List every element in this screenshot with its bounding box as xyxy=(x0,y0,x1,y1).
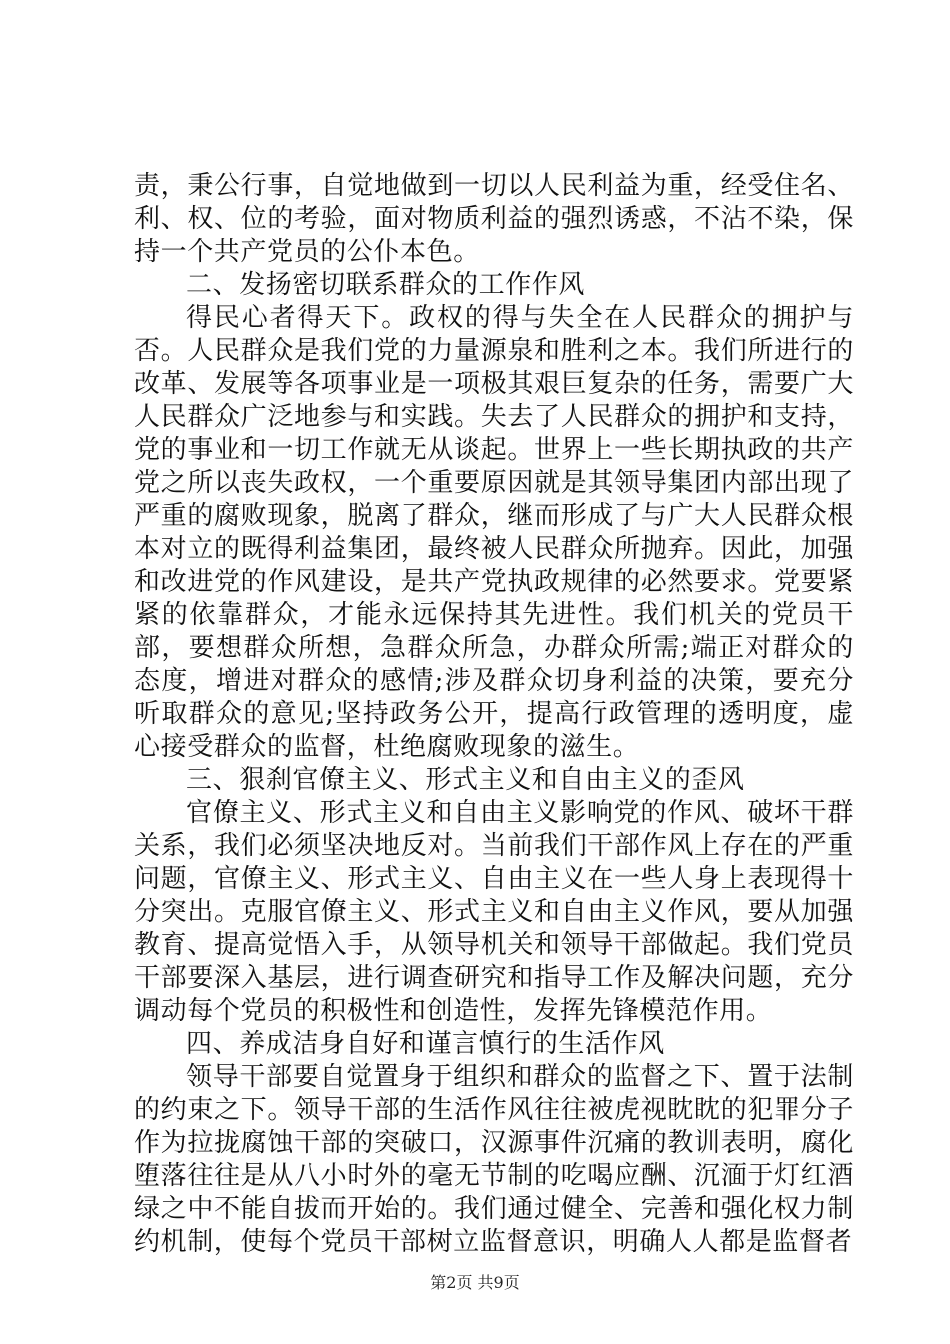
paragraph-section-2: 得民心者得天下。政权的得与失全在人民群众的拥护与否。人民群众是我们党的力量源泉和胜利之本。我们所进行的改革、发展等各项事业是一项极其艰巨复杂的任务，需要广大人民群众广泛地参与和实践。失去了人民群众的拥护和支持，党的事业和一切工作就无从谈起。世界上一些长期执政的共产党之所以丧失政权，一个重要原因就是其领导集团内部出现了严重的腐败现象，脱离了群众，继而形成了与广大人民群众根本对立的既得利益集团，最终被人民群众所抛弃。因此，加强和改进党的作风建设，是共产党执政规律的必然要求。党要紧紧的依靠群众，才能永远保持其先进性。我们机关的党员干部，要想群众所想，急群众所急，办群众所需;端正对群众的态度，增进对群众的感情;涉及群众切身利益的决策，要充分听取群众的意见;坚持政务公开，提高行政管理的透明度，虚心接受群众的监督，杜绝腐败现象的滋生。 xyxy=(134,303,854,762)
page-number-footer: 第2页 共9页 xyxy=(430,1273,520,1292)
paragraph-section-3: 官僚主义、形式主义和自由主义影响党的作风、破坏干群关系，我们必须坚决地反对。当前我们干部作风上存在的严重问题，官僚主义、形式主义、自由主义在一些人身上表现得十分突出。克服官僚主义、形式主义和自由主义作风，要从加强教育、提高觉悟入手，从领导机关和领导干部做起。我们党员干部要深入基层，进行调查研究和指导工作及解决问题，充分调动每个党员的积极性和创造性，发挥先锋模范作用。 xyxy=(134,798,854,1026)
section-heading-4: 四、养成洁身自好和谨言慎行的生活作风 xyxy=(186,1029,665,1059)
section-heading-3: 三、狠刹官僚主义、形式主义和自由主义的歪风 xyxy=(186,765,745,795)
section-heading-2: 二、发扬密切联系群众的工作作风 xyxy=(186,270,586,300)
paragraph-section-4: 领导干部要自觉置身于组织和群众的监督之下、置于法制的约束之下。领导干部的生活作风往往被虎视眈眈的犯罪分子作为拉拢腐蚀干部的突破口，汉源事件沉痛的教训表明，腐化堕落往往是从八小时外的毫无节制的吃喝应酬、沉湎于灯红酒绿之中不能自拔而开始的。我们通过健全、完善和强化权力制约机制，使每个党员干部树立监督意识，明确人人都是监督者 xyxy=(134,1062,854,1257)
paragraph-continuation: 责，秉公行事，自觉地做到一切以人民利益为重，经受住名、利、权、位的考验，面对物质利益的强烈诱惑，不沾不染，保持一个共产党员的公仆本色。 xyxy=(134,171,854,267)
document-body xyxy=(134,170,854,1259)
